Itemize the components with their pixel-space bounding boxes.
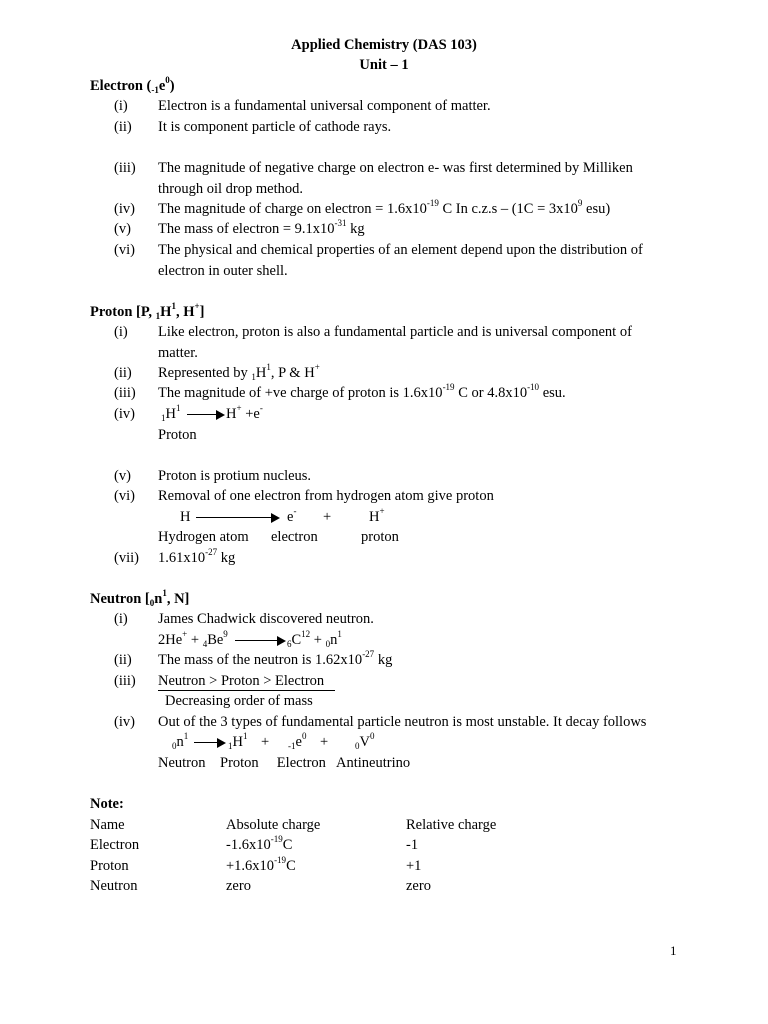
- list-number: (iv): [114, 201, 135, 217]
- equation-label: Hydrogen atom: [158, 529, 249, 545]
- list-number: (iv): [114, 406, 135, 422]
- list-number: (i): [114, 611, 128, 627]
- equation-product: $_{-1}e^0$: [288, 731, 307, 751]
- electron-heading: Electron $(_{-1}e^0)$: [90, 75, 175, 95]
- list-item-continued: matter.: [158, 345, 198, 361]
- list-item: The magnitude of negative charge on electron e- was first determined by Milliken: [158, 160, 633, 176]
- equation-product: $_1H^1$: [228, 731, 248, 751]
- reaction-arrow-icon: [187, 409, 225, 421]
- table-cell-absolute: $-1.6x10^{-19}C$: [226, 834, 293, 853]
- list-item: Removal of one electron from hydrogen atom give proton: [158, 488, 494, 504]
- table-cell-name: Neutron: [90, 878, 138, 894]
- table-cell-relative: zero: [406, 878, 431, 894]
- list-item: The magnitude of +ve charge of proton is $1.6x10^{-19}$ C or $4.8x10^{-10}$ esu.: [158, 382, 566, 401]
- list-number: (v): [114, 221, 131, 237]
- equation-reactants: $2He^+ + _4Be^9$: [158, 629, 228, 649]
- list-number: (iii): [114, 673, 136, 689]
- equation-plus: +: [320, 734, 329, 750]
- list-item: Proton is protium nucleus.: [158, 468, 312, 484]
- list-item: Like electron, proton is also a fundamental particle and is universal component of: [158, 324, 632, 340]
- list-item: Neutron > Proton > Electron: [158, 673, 325, 689]
- list-number: (v): [114, 468, 131, 484]
- neutron-heading: Neutron [$_0n^1$, N]: [90, 588, 190, 608]
- list-number: (iii): [114, 385, 136, 401]
- equation-product: e-: [287, 506, 297, 525]
- table-cell-absolute: zero: [226, 878, 251, 894]
- table-header-absolute: Absolute charge: [226, 817, 321, 833]
- page-number: 1: [670, 943, 677, 958]
- list-number: (i): [114, 98, 128, 114]
- list-number: (iv): [114, 714, 135, 730]
- unit-title: Unit – 1: [359, 57, 409, 73]
- list-item: Represented by $_1H^1$, P & H+: [158, 362, 320, 382]
- equation-product: H+: [369, 506, 385, 525]
- list-number: (vi): [114, 488, 135, 504]
- list-number: (ii): [114, 119, 132, 135]
- equation-products: $_6C^{12} + _0n^1$: [287, 629, 342, 649]
- reaction-arrow-icon: [196, 512, 280, 524]
- equation-reactant: $_0n^1$: [172, 731, 189, 751]
- reaction-arrow-icon: [194, 737, 226, 749]
- table-header-name: Name: [90, 817, 125, 833]
- divider: [158, 690, 335, 691]
- table-cell-name: Proton: [90, 858, 129, 874]
- list-number: (vi): [114, 242, 135, 258]
- equation-label: Neutron Proton Electron Antineutrino: [158, 755, 411, 771]
- list-item: The mass of electron = $9.1x10^{-31}$ kg: [158, 218, 365, 237]
- list-number: (i): [114, 324, 128, 340]
- list-number: (ii): [114, 652, 132, 668]
- list-number: (ii): [114, 365, 132, 381]
- table-cell-relative: -1: [406, 837, 419, 853]
- list-item: $1.61x10^{-27}$ kg: [158, 547, 236, 566]
- list-item: James Chadwick discovered neutron.: [158, 611, 374, 627]
- equation-plus: +: [323, 509, 332, 525]
- equation-product: H+ +e-: [226, 403, 263, 422]
- document-title: Applied Chemistry (DAS 103): [291, 37, 477, 53]
- reaction-arrow-icon: [235, 635, 286, 647]
- table-cell-relative: +1: [406, 858, 422, 874]
- equation-reactant: H: [180, 509, 191, 525]
- caption: Decreasing order of mass: [165, 693, 313, 709]
- equation-plus: +: [261, 734, 270, 750]
- list-number: (iii): [114, 160, 136, 176]
- equation-label: Proton: [158, 427, 197, 443]
- list-item: The physical and chemical properties of an element depend upon the distribution of: [158, 242, 643, 258]
- list-item: It is component particle of cathode rays.: [158, 119, 392, 135]
- list-item: Out of the 3 types of fundamental particle neutron is most unstable. It decay follows: [158, 714, 647, 730]
- note-heading: Note:: [90, 796, 124, 812]
- list-item-continued: through oil drop method.: [158, 181, 303, 197]
- list-item: The mass of the neutron is $1.62x10^{-27}$ kg: [158, 649, 393, 668]
- proton-heading: Proton [P, $_1H^1$, H+]: [90, 301, 205, 321]
- equation-product: $_0V^0$: [355, 731, 375, 751]
- list-item-continued: electron in outer shell.: [158, 263, 288, 279]
- list-item: The magnitude of charge on electron = $1.6x10^{-19}$ C In $c.z.s - (1C = 3x10^9$ esu): [158, 198, 611, 217]
- list-number: (vii): [114, 550, 139, 566]
- equation-reactant: $_1H^1$: [161, 403, 181, 423]
- list-item: Electron is a fundamental universal component of matter.: [158, 98, 491, 114]
- table-cell-name: Electron: [90, 837, 140, 853]
- equation-label: proton: [361, 529, 399, 545]
- equation-label: electron: [271, 529, 318, 545]
- table-cell-absolute: $+1.6x10^{-19}C$: [226, 855, 296, 874]
- table-header-relative: Relative charge: [406, 817, 497, 833]
